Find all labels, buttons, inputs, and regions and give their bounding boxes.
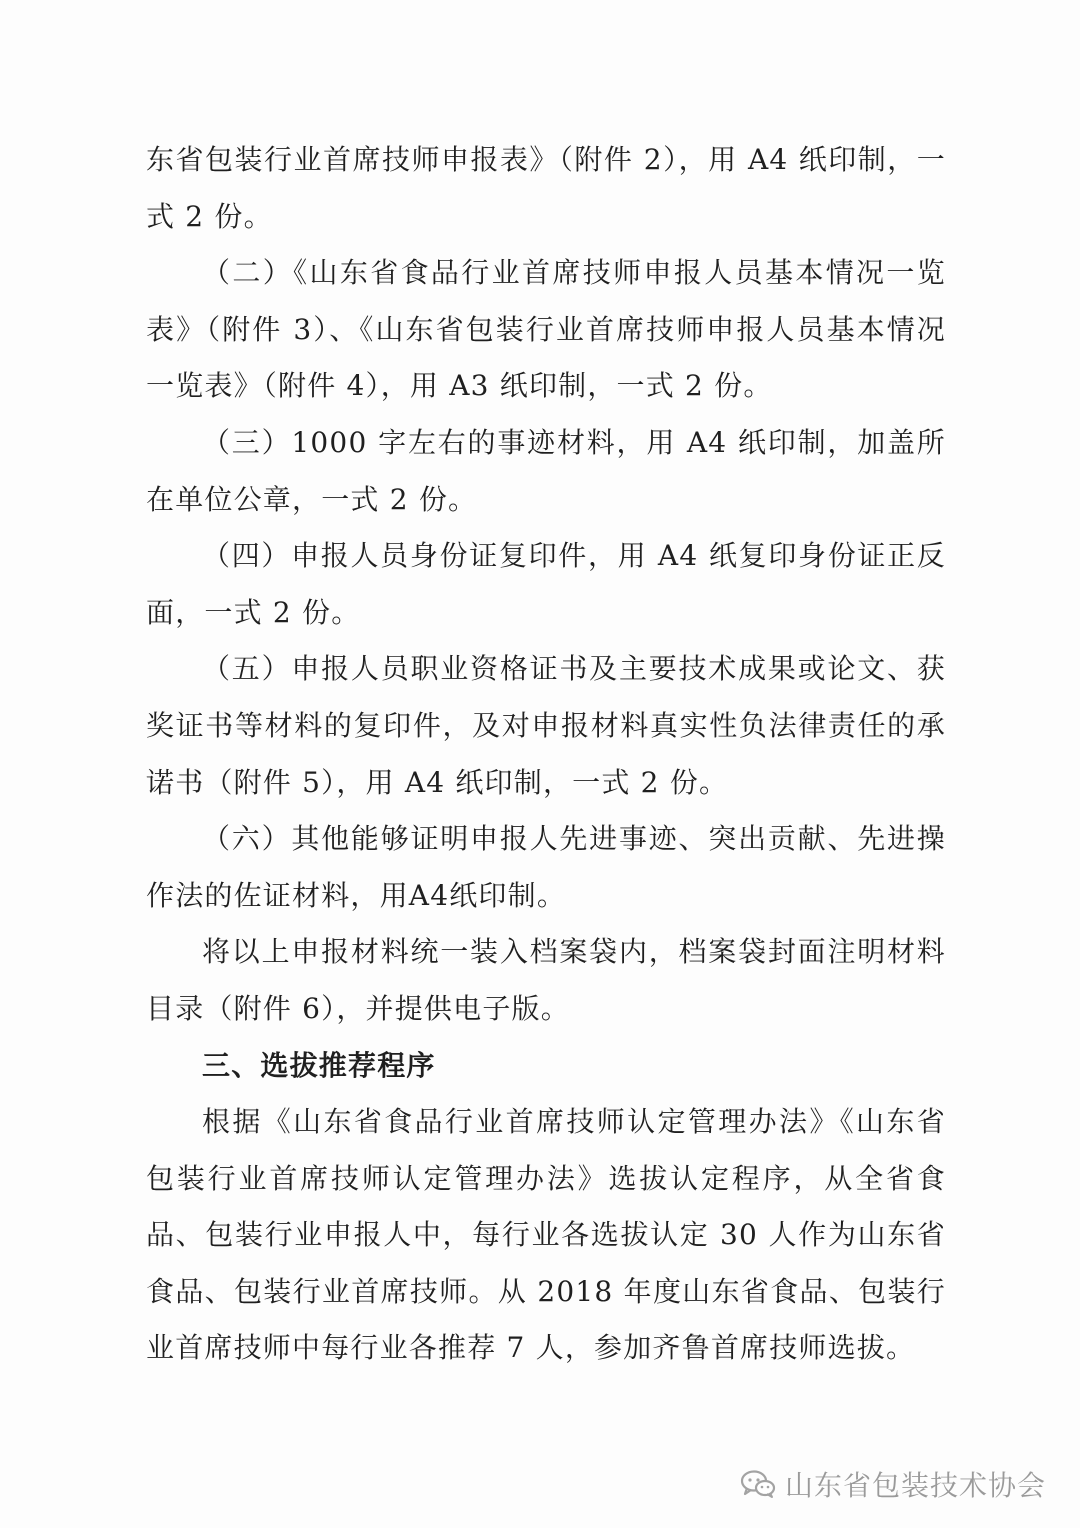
section-heading: 三、选拔推荐程序	[202, 1048, 436, 1082]
paragraph-packaging-note: 将以上申报材料统一装入档案袋内，档案袋封面注明材料目录（附件 6），并提供电子版。	[146, 935, 946, 1025]
paragraph-item-6: （六）其他能够证明申报人先进事迹、突出贡献、先进操作法的佐证材料，用A4纸印制。	[146, 822, 946, 912]
watermark-text: 山东省包装技术协会	[784, 1469, 1046, 1502]
document-body	[146, 132, 946, 1377]
paragraph-continuation: 东省包装行业首席技师申报表》（附件 2），用 A4 纸印制，一式 2 份。	[146, 143, 946, 233]
paragraph-selection-procedure: 根据《山东省食品行业首席技师认定管理办法》《山东省包装行业首席技师认定管理办法》选拔认定程序，从全省食品、包装行业申报人中，每行业各选拔认定 30 人作为山东省食品、包装行业首席技师。从 2018 年度山东省食品、包装行业首席技师中每行业各推荐 7 人，参加齐鲁首席技师选拔。	[146, 1105, 946, 1365]
wechat-watermark	[739, 1464, 1046, 1504]
paragraph-item-4: （四）申报人员身份证复印件，用 A4 纸复印身份证正反面，一式 2 份。	[146, 539, 946, 629]
paragraph-item-5: （五）申报人员职业资格证书及主要技术成果或论文、获奖证书等材料的复印件，及对申报材料真实性负法律责任的承诺书（附件 5），用 A4 纸印制，一式 2 份。	[146, 652, 946, 799]
wechat-icon	[739, 1468, 777, 1500]
paragraph-item-2: （二）《山东省食品行业首席技师申报人员基本情况一览表》（附件 3）、《山东省包装行业首席技师申报人员基本情况一览表》（附件 4），用 A3 纸印制，一式 2 份。	[146, 256, 946, 403]
paragraph-item-3: （三）1000 字左右的事迹材料，用 A4 纸印制，加盖所在单位公章，一式 2 份。	[146, 425, 946, 516]
